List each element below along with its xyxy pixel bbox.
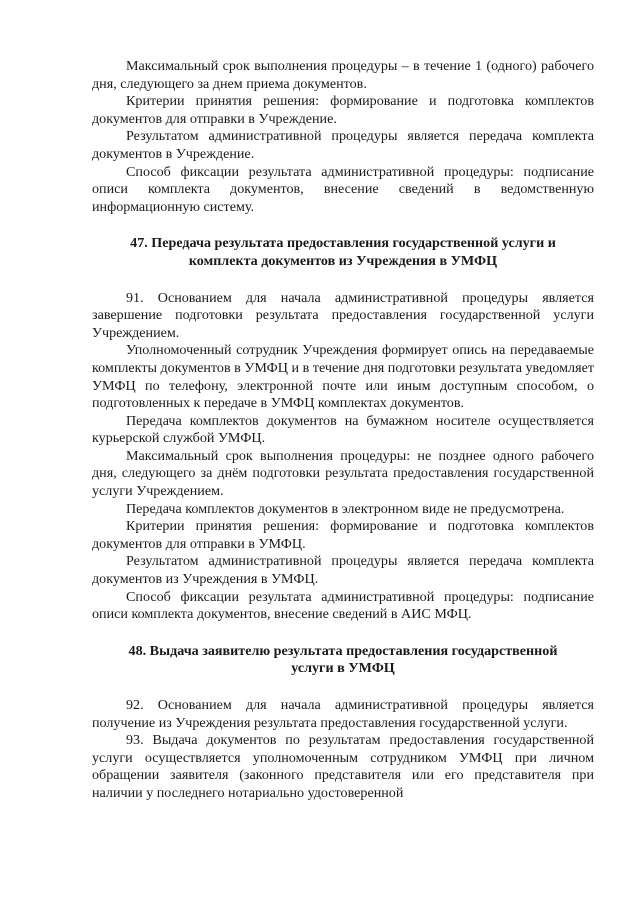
paragraph: Максимальный срок выполнения процедуры – в течение 1 (одного) рабочего дня, следующего за днем приема документов. (92, 58, 594, 92)
paragraph: Результатом административной процедуры является передача комплекта документов в Учреждение. (92, 128, 594, 162)
paragraph: Способ фиксации результата административной процедуры: подписание описи комплекта документов, внесение сведений в АИС МФЦ. (92, 588, 594, 623)
section-48-heading: 48. Выдача заявителю результата предоставления государственной услуги в УМФЦ (128, 642, 558, 677)
paragraph: Уполномоченный сотрудник Учреждения формирует опись на передаваемые комплекты документов в УМФЦ и в течение дня подготовки результата уведомляет УМФЦ по телефону, электронной почте или иным доступным способом, о подготовленных к передаче в УМФЦ комплектах документов. (92, 342, 594, 412)
paragraph: Критерии принятия решения: формирование и подготовка комплектов документов для отправки в УМФЦ. (92, 518, 594, 552)
document-page (92, 58, 594, 803)
section-47-heading: 47. Передача результата предоставления государственной услуги и комплекта документов из Учреждения в УМФЦ (130, 235, 556, 269)
paragraph: Результатом административной процедуры является передача комплекта документов из Учреждения в УМФЦ. (92, 553, 594, 588)
paragraph: Передача комплектов документов в электронном виде не предусмотрена. (126, 500, 565, 517)
paragraph: Передача комплектов документов на бумажном носителе осуществляется курьерской службой УМФЦ. (92, 412, 594, 447)
paragraph: 91. Основанием для начала административной процедуры является завершение подготовки результата предоставления государственной услуги Учреждением. (92, 289, 594, 341)
paragraph: Способ фиксации результата административной процедуры: подписание описи комплекта документов, внесение сведений в ведомственную информационную систему. (92, 163, 594, 215)
paragraph: 93. Выдача документов по результатам предоставления государственной услуги осуществляется уполномоченным сотрудником УМФЦ при личном обращении заявителя (законного представителя или его представителя при наличии у последнего нотариально удостоверенной (92, 732, 594, 801)
paragraph: Критерии принятия решения: формирование и подготовка комплектов документов для отправки в Учреждение. (92, 93, 594, 127)
paragraph: 92. Основанием для начала административной процедуры является получение из Учреждения результата предоставления государственной услуги. (92, 697, 594, 731)
paragraph: Максимальный срок выполнения процедуры: не позднее одного рабочего дня, следующего за днём подготовки результата предоставления государственной услуги Учреждением. (92, 447, 594, 500)
